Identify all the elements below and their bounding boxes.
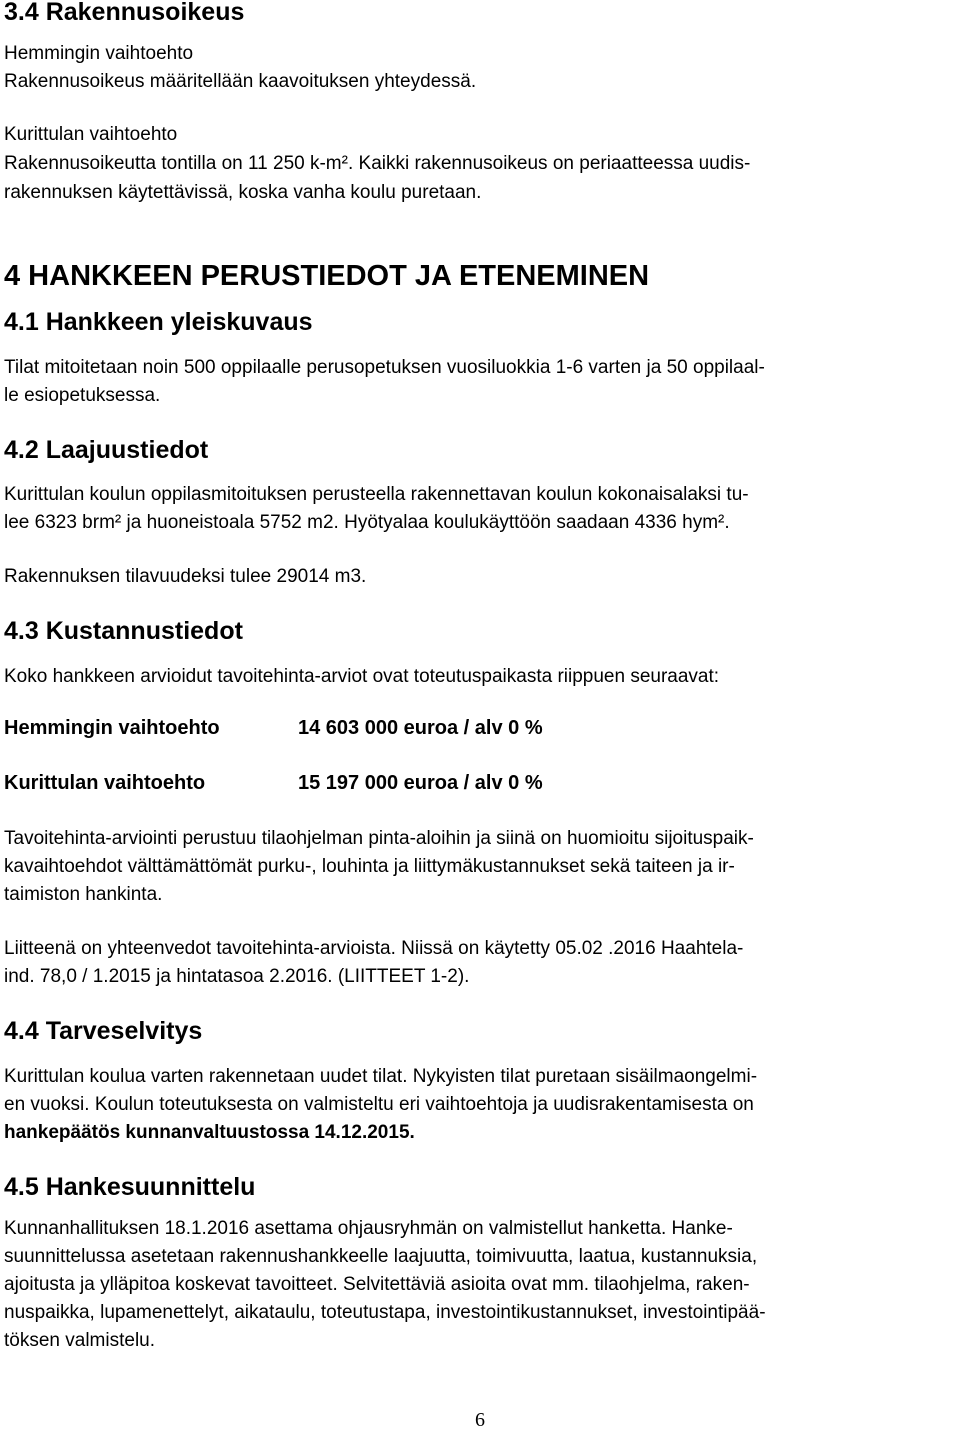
text-line: Kurittulan vaihtoehto <box>4 124 178 145</box>
heading-4-2: 4.2 Laajuustiedot <box>4 436 209 464</box>
text-line: ajoitusta ja ylläpitoa koskevat tavoitteet. Selvitettäviä asioita ovat mm. tilaohjelma, raken- <box>4 1274 750 1295</box>
text-line: kavaihtoehdot välttämättömät purku-, louhinta ja liittymäkustannukset sekä taiteen ja ir- <box>4 856 735 877</box>
text-line: rakennuksen käytettävissä, koska vanha koulu puretaan. <box>4 182 482 203</box>
text-line: hankepäätös kunnanvaltuustossa 14.12.2015. <box>4 1122 415 1143</box>
text-line: Tavoitehinta-arviointi perustuu tilaohjelman pinta-aloihin ja siinä on huomioitu sijoituspaik- <box>4 828 754 849</box>
cost-option-label: Hemmingin vaihtoehto <box>4 717 220 739</box>
heading-4-5: 4.5 Hankesuunnittelu <box>4 1173 256 1201</box>
heading-4: 4 HANKKEEN PERUSTIEDOT JA ETENEMINEN <box>4 260 650 292</box>
text-line: Tilat mitoitetaan noin 500 oppilaalle perusopetuksen vuosiluokkia 1-6 varten ja 50 oppilaal- <box>4 357 765 378</box>
text-line: taimiston hankinta. <box>4 884 163 905</box>
heading-3-4: 3.4 Rakennusoikeus <box>4 0 245 26</box>
text-line: Kurittulan koulun oppilasmitoituksen perusteella rakennettavan koulun kokonaisalaksi tu- <box>4 484 749 505</box>
text-line: suunnittelussa asetetaan rakennushankkeelle laajuutta, toimivuutta, laatua, kustannuksia, <box>4 1246 758 1267</box>
text-line: Kurittulan koulua varten rakennetaan uudet tilat. Nykyisten tilat puretaan sisäilmaongelmi- <box>4 1066 758 1087</box>
text-line: Rakennusoikeus määritellään kaavoituksen yhteydessä. <box>4 71 477 92</box>
text-line: Rakennusoikeutta tontilla on 11 250 k-m². Kaikki rakennusoikeus on periaatteessa uudis- <box>4 153 751 174</box>
heading-4-4: 4.4 Tarveselvitys <box>4 1017 203 1045</box>
text-line: lee 6323 brm² ja huoneistoala 5752 m2. Hyötyalaa koulukäyttöön saadaan 4336 hym². <box>4 512 730 533</box>
cost-option-label: Kurittulan vaihtoehto <box>4 772 206 794</box>
cost-option-value: 14 603 000 euroa / alv 0 % <box>298 717 543 739</box>
heading-4-3: 4.3 Kustannustiedot <box>4 617 243 645</box>
text-line: töksen valmistelu. <box>4 1330 156 1351</box>
text-line: Rakennuksen tilavuudeksi tulee 29014 m3. <box>4 566 367 587</box>
text-line: le esiopetuksessa. <box>4 385 161 406</box>
text-line: en vuoksi. Koulun toteutuksesta on valmisteltu eri vaihtoehtoja ja uudisrakentamisesta on <box>4 1094 754 1115</box>
text-line: Hemmingin vaihtoehto <box>4 43 194 64</box>
text-line: ind. 78,0 / 1.2015 ja hintatasoa 2.2016. (LIITTEET 1-2). <box>4 966 470 987</box>
page-number: 6 <box>475 1409 485 1431</box>
cost-option-value: 15 197 000 euroa / alv 0 % <box>298 772 543 794</box>
heading-4-1: 4.1 Hankkeen yleiskuvaus <box>4 308 313 336</box>
text-line: Liitteenä on yhteenvedot tavoitehinta-arvioista. Niissä on käytetty 05.02 .2016 Haahtela- <box>4 938 744 959</box>
text-line: Koko hankkeen arvioidut tavoitehinta-arviot ovat toteutuspaikasta riippuen seuraavat: <box>4 666 720 687</box>
text-line: nuspaikka, lupamenettelyt, aikataulu, toteutustapa, investointikustannukset, investointipää- <box>4 1302 766 1323</box>
text-line: Kunnanhallituksen 18.1.2016 asettama ohjausryhmän on valmistellut hanketta. Hanke- <box>4 1218 733 1239</box>
